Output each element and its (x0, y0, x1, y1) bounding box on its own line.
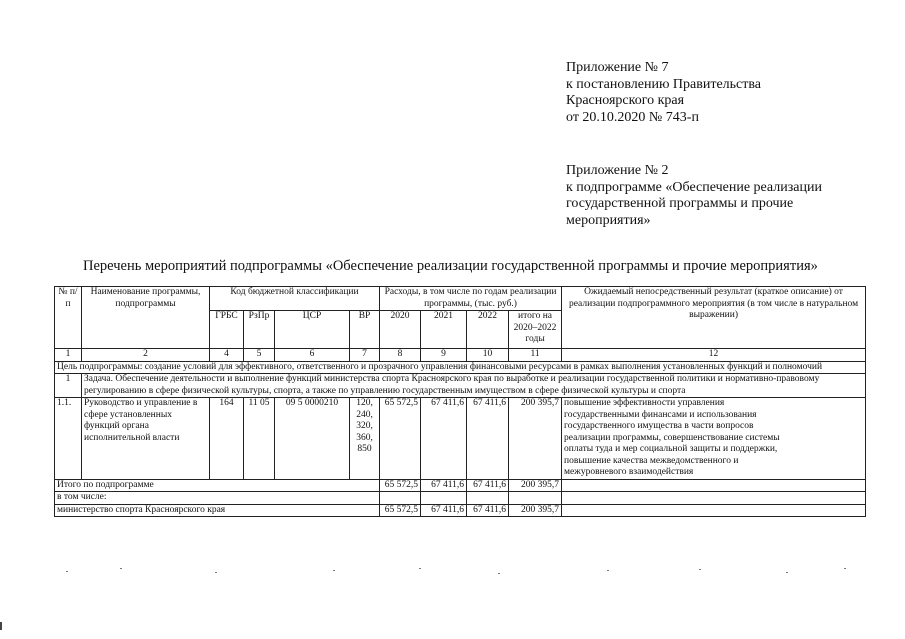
header-grbs: ГРБС (210, 311, 244, 349)
scan-speck (333, 570, 335, 571)
subprogram-total-2021: 67 411,6 (421, 479, 467, 492)
ministry-2022: 67 411,6 (467, 504, 509, 517)
appendix-7-line3: Красноярского края (566, 93, 685, 108)
scan-speck (844, 568, 846, 569)
appendix-7-line4: от 20.10.2020 № 743-п (566, 109, 699, 125)
header-row-1 (55, 287, 866, 311)
table-row (55, 398, 866, 480)
header-budget-code: Код бюджетной классификации (210, 287, 380, 311)
row-2022: 67 411,6 (467, 398, 509, 480)
colnum-cell: 10 (467, 349, 509, 362)
document-title: Перечень мероприятий подпрограммы «Обеспечение реализации государственной программы и прочие мероприятия» (83, 258, 818, 274)
appendix-2-line1: Приложение № 2 (566, 163, 669, 178)
appendix-2-block (566, 163, 822, 229)
colnum-cell: 11 (509, 349, 562, 362)
colnum-cell: 2 (82, 349, 210, 362)
colnum-cell: 7 (350, 349, 380, 362)
appendix-7-line2: к постановлению Правительства (566, 76, 762, 92)
ministry-label: министерство спорта Красноярского края (55, 504, 380, 517)
appendix-7-block (566, 60, 761, 126)
scan-speck (66, 571, 68, 572)
ministry-row (55, 504, 866, 517)
scan-speck (786, 572, 788, 573)
goal-text: Цель подпрограммы: создание условий для эффективного, ответственного и прозрачного управления финансовыми ресурсами в рамках выполнения установленных функций и полномочий (55, 361, 866, 374)
ministry-empty (562, 504, 866, 517)
measures-table (54, 286, 866, 517)
appendix-2-line3: государственной программы и прочие (566, 196, 794, 211)
appendix-7-line1: Приложение № 7 (566, 60, 669, 75)
including-row (55, 492, 866, 505)
task-num: 1 (55, 374, 82, 398)
row-name: Руководство и управление в сфере установленных функций органа исполнительной власти (82, 398, 210, 480)
task-text: Задача. Обеспечение деятельности и выполнение функций министерства спорта Красноярского края по выработке и реализации государственной политики и нормативно-правовому регулированию в сфере физической культуры, спорта, а также по управлению государственным имуществом в сфере физической культуры и спорта (82, 374, 866, 398)
header-total: итого на 2020–2022 годы (509, 311, 562, 349)
including-label: в том числе: (55, 492, 380, 505)
colnum-cell: 12 (562, 349, 866, 362)
empty-cell (380, 492, 421, 505)
row-grbs: 164 (210, 398, 244, 480)
subprogram-total-sum: 200 395,7 (509, 479, 562, 492)
header-vr: ВР (350, 311, 380, 349)
empty-cell (562, 492, 866, 505)
empty-cell (467, 492, 509, 505)
row-2020: 65 572,5 (380, 398, 421, 480)
subprogram-total-2022: 67 411,6 (467, 479, 509, 492)
colnum-cell: 1 (55, 349, 82, 362)
row-num: 1.1. (55, 398, 82, 480)
row-rzpr: 11 05 (244, 398, 275, 480)
row-result: повышение эффективности управления государственными финансами и использования государственного имущества в части вопросов реализации программы, совершенствование системы оплаты туда и мер социальной защиты и поддержки, повышение качества межведомственного и межуровневого взаимодействия (562, 398, 866, 480)
colnum-cell: 4 (210, 349, 244, 362)
column-number-row (55, 349, 866, 362)
ministry-2020: 65 572,5 (380, 504, 421, 517)
row-total: 200 395,7 (509, 398, 562, 480)
ministry-2021: 67 411,6 (421, 504, 467, 517)
header-csr: ЦСР (275, 311, 350, 349)
header-2022: 2022 (467, 311, 509, 349)
header-result: Ожидаемый непосредственный результат (краткое описание) от реализации подпрограммного мероприятия (в том числе в натуральном выражении) (562, 287, 866, 349)
header-expenses: Расходы, в том числе по годам реализации программы, (тыс. руб.) (380, 287, 562, 311)
colnum-cell: 6 (275, 349, 350, 362)
scan-speck (215, 572, 217, 573)
appendix-2-line2: к подпрограмме «Обеспечение реализации (566, 179, 822, 195)
subprogram-total-2020: 65 572,5 (380, 479, 421, 492)
scan-speck (498, 573, 500, 574)
scan-speck (419, 568, 421, 569)
colnum-cell: 9 (421, 349, 467, 362)
colnum-cell: 5 (244, 349, 275, 362)
subprogram-total-empty (562, 479, 866, 492)
header-num: № п/п (55, 287, 82, 349)
header-2020: 2020 (380, 311, 421, 349)
scan-speck (607, 570, 609, 571)
header-name: Наименование программы, подпрограммы (82, 287, 210, 349)
ministry-total: 200 395,7 (509, 504, 562, 517)
header-2021: 2021 (421, 311, 467, 349)
scan-speck (0, 622, 2, 630)
row-vr: 120, 240, 320, 360, 850 (350, 398, 380, 480)
scan-speck (699, 569, 701, 570)
scan-speck (120, 568, 122, 569)
subprogram-total-row (55, 479, 866, 492)
appendix-2-line4: мероприятия» (566, 212, 651, 228)
empty-cell (509, 492, 562, 505)
empty-cell (421, 492, 467, 505)
row-2021: 67 411,6 (421, 398, 467, 480)
header-rzpr: РзПр (244, 311, 275, 349)
goal-row (55, 361, 866, 374)
task-row (55, 374, 866, 398)
colnum-cell: 8 (380, 349, 421, 362)
subprogram-total-label: Итого по подпрограмме (55, 479, 380, 492)
row-csr: 09 5 0000210 (275, 398, 350, 480)
